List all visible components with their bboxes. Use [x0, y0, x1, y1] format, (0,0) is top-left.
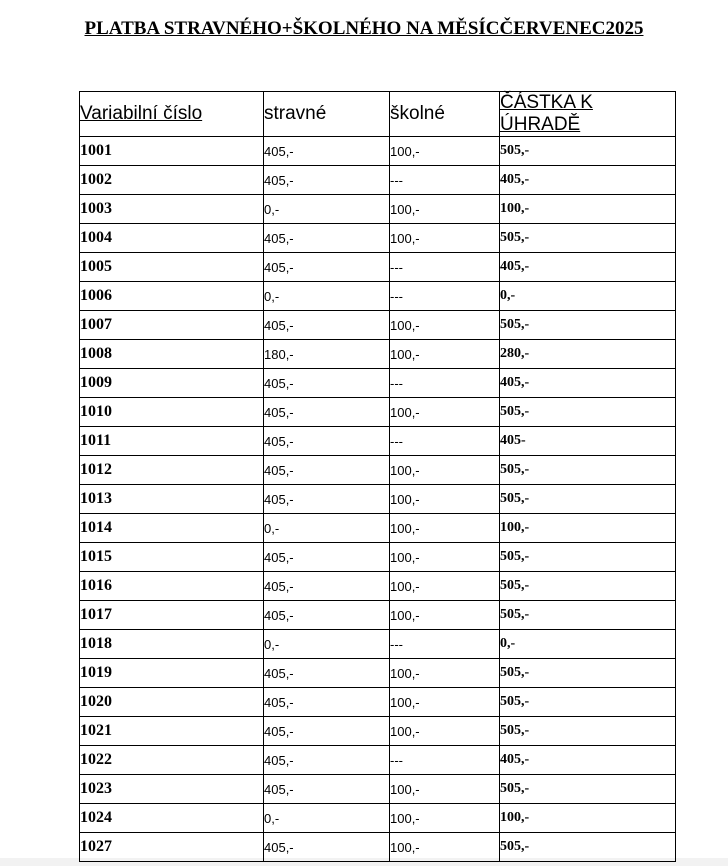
table-row — [80, 746, 676, 775]
stravne-cell: 405,- — [264, 311, 390, 340]
skolne-cell: --- — [390, 253, 500, 282]
castka-cell: 505,- — [500, 833, 676, 862]
stravne-cell: 405,- — [264, 427, 390, 456]
stravne-cell: 405,- — [264, 688, 390, 717]
table-row — [80, 485, 676, 514]
skolne-cell: 100,- — [390, 340, 500, 369]
skolne-cell: 100,- — [390, 833, 500, 862]
castka-cell: 505,- — [500, 543, 676, 572]
stravne-cell: 405,- — [264, 253, 390, 282]
castka-cell: 505,- — [500, 137, 676, 166]
castka-cell: 280,- — [500, 340, 676, 369]
skolne-cell: 100,- — [390, 224, 500, 253]
castka-cell: 505,- — [500, 601, 676, 630]
variabilni-cislo-cell: 1001 — [80, 137, 264, 166]
skolne-cell: 100,- — [390, 311, 500, 340]
table-row — [80, 137, 676, 166]
skolne-cell: 100,- — [390, 717, 500, 746]
variabilni-cislo-cell: 1023 — [80, 775, 264, 804]
header-skolne: školné — [390, 92, 500, 137]
variabilni-cislo-cell: 1005 — [80, 253, 264, 282]
header-stravne: stravné — [264, 92, 390, 137]
stravne-cell: 405,- — [264, 833, 390, 862]
skolne-cell: 100,- — [390, 543, 500, 572]
table-row — [80, 311, 676, 340]
stravne-cell: 405,- — [264, 543, 390, 572]
stravne-cell: 405,- — [264, 456, 390, 485]
castka-cell: 505,- — [500, 659, 676, 688]
castka-cell: 405,- — [500, 253, 676, 282]
variabilni-cislo-cell: 1017 — [80, 601, 264, 630]
castka-cell: 405,- — [500, 369, 676, 398]
table-row — [80, 572, 676, 601]
castka-cell: 505,- — [500, 775, 676, 804]
table-row — [80, 166, 676, 195]
variabilni-cislo-cell: 1024 — [80, 804, 264, 833]
castka-cell: 505,- — [500, 311, 676, 340]
stravne-cell: 0,- — [264, 195, 390, 224]
variabilni-cislo-cell: 1007 — [80, 311, 264, 340]
skolne-cell: 100,- — [390, 514, 500, 543]
stravne-cell: 0,- — [264, 804, 390, 833]
table-row — [80, 398, 676, 427]
skolne-cell: 100,- — [390, 659, 500, 688]
skolne-cell: --- — [390, 630, 500, 659]
skolne-cell: 100,- — [390, 398, 500, 427]
skolne-cell: 100,- — [390, 601, 500, 630]
table-header-row — [80, 92, 676, 137]
skolne-cell: 100,- — [390, 137, 500, 166]
stravne-cell: 405,- — [264, 369, 390, 398]
castka-cell: 505,- — [500, 224, 676, 253]
table-row — [80, 253, 676, 282]
skolne-cell: 100,- — [390, 804, 500, 833]
table-row — [80, 630, 676, 659]
table-row — [80, 514, 676, 543]
table-row — [80, 195, 676, 224]
table-row — [80, 804, 676, 833]
skolne-cell: 100,- — [390, 195, 500, 224]
header-variabilni-cislo: Variabilní číslo — [80, 92, 264, 137]
header-castka-k-uhrade: ČÁSTKA K ÚHRADĚ — [500, 92, 676, 137]
skolne-cell: 100,- — [390, 456, 500, 485]
castka-cell: 405,- — [500, 166, 676, 195]
table-row — [80, 340, 676, 369]
table-row — [80, 717, 676, 746]
stravne-cell: 405,- — [264, 224, 390, 253]
variabilni-cislo-cell: 1010 — [80, 398, 264, 427]
table-row — [80, 427, 676, 456]
variabilni-cislo-cell: 1002 — [80, 166, 264, 195]
variabilni-cislo-cell: 1004 — [80, 224, 264, 253]
stravne-cell: 180,- — [264, 340, 390, 369]
variabilni-cislo-cell: 1009 — [80, 369, 264, 398]
table-row — [80, 833, 676, 862]
stravne-cell: 405,- — [264, 717, 390, 746]
table-row — [80, 543, 676, 572]
variabilni-cislo-cell: 1006 — [80, 282, 264, 311]
table-row — [80, 688, 676, 717]
skolne-cell: --- — [390, 427, 500, 456]
skolne-cell: 100,- — [390, 572, 500, 601]
table-row — [80, 659, 676, 688]
payment-table — [79, 91, 676, 862]
stravne-cell: 405,- — [264, 398, 390, 427]
castka-cell: 505,- — [500, 456, 676, 485]
skolne-cell: 100,- — [390, 688, 500, 717]
page-title: PLATBA STRAVNÉHO+ŠKOLNÉHO NA MĚSÍCČERVENEC2025 — [84, 18, 644, 39]
table-row — [80, 775, 676, 804]
stravne-cell: 405,- — [264, 572, 390, 601]
castka-cell: 505,- — [500, 717, 676, 746]
castka-cell: 0,- — [500, 630, 676, 659]
castka-cell: 405- — [500, 427, 676, 456]
table-row — [80, 224, 676, 253]
variabilni-cislo-cell: 1011 — [80, 427, 264, 456]
stravne-cell: 0,- — [264, 514, 390, 543]
stravne-cell: 405,- — [264, 601, 390, 630]
variabilni-cislo-cell: 1016 — [80, 572, 264, 601]
variabilni-cislo-cell: 1014 — [80, 514, 264, 543]
variabilni-cislo-cell: 1015 — [80, 543, 264, 572]
variabilni-cislo-cell: 1018 — [80, 630, 264, 659]
skolne-cell: --- — [390, 746, 500, 775]
skolne-cell: --- — [390, 166, 500, 195]
table-row — [80, 282, 676, 311]
skolne-cell: --- — [390, 282, 500, 311]
stravne-cell: 405,- — [264, 746, 390, 775]
variabilni-cislo-cell: 1003 — [80, 195, 264, 224]
castka-cell: 505,- — [500, 688, 676, 717]
castka-cell: 100,- — [500, 514, 676, 543]
variabilni-cislo-cell: 1013 — [80, 485, 264, 514]
stravne-cell: 405,- — [264, 137, 390, 166]
table-row — [80, 456, 676, 485]
variabilni-cislo-cell: 1021 — [80, 717, 264, 746]
castka-cell: 100,- — [500, 195, 676, 224]
castka-cell: 100,- — [500, 804, 676, 833]
castka-cell: 505,- — [500, 485, 676, 514]
stravne-cell: 405,- — [264, 775, 390, 804]
skolne-cell: 100,- — [390, 775, 500, 804]
table-row — [80, 601, 676, 630]
skolne-cell: --- — [390, 369, 500, 398]
castka-cell: 505,- — [500, 572, 676, 601]
castka-cell: 0,- — [500, 282, 676, 311]
variabilni-cislo-cell: 1027 — [80, 833, 264, 862]
variabilni-cislo-cell: 1020 — [80, 688, 264, 717]
stravne-cell: 405,- — [264, 166, 390, 195]
variabilni-cislo-cell: 1012 — [80, 456, 264, 485]
variabilni-cislo-cell: 1022 — [80, 746, 264, 775]
stravne-cell: 0,- — [264, 282, 390, 311]
stravne-cell: 405,- — [264, 659, 390, 688]
castka-cell: 505,- — [500, 398, 676, 427]
variabilni-cislo-cell: 1008 — [80, 340, 264, 369]
table-body — [80, 137, 676, 862]
variabilni-cislo-cell: 1019 — [80, 659, 264, 688]
skolne-cell: 100,- — [390, 485, 500, 514]
table-row — [80, 369, 676, 398]
stravne-cell: 405,- — [264, 485, 390, 514]
castka-cell: 405,- — [500, 746, 676, 775]
stravne-cell: 0,- — [264, 630, 390, 659]
